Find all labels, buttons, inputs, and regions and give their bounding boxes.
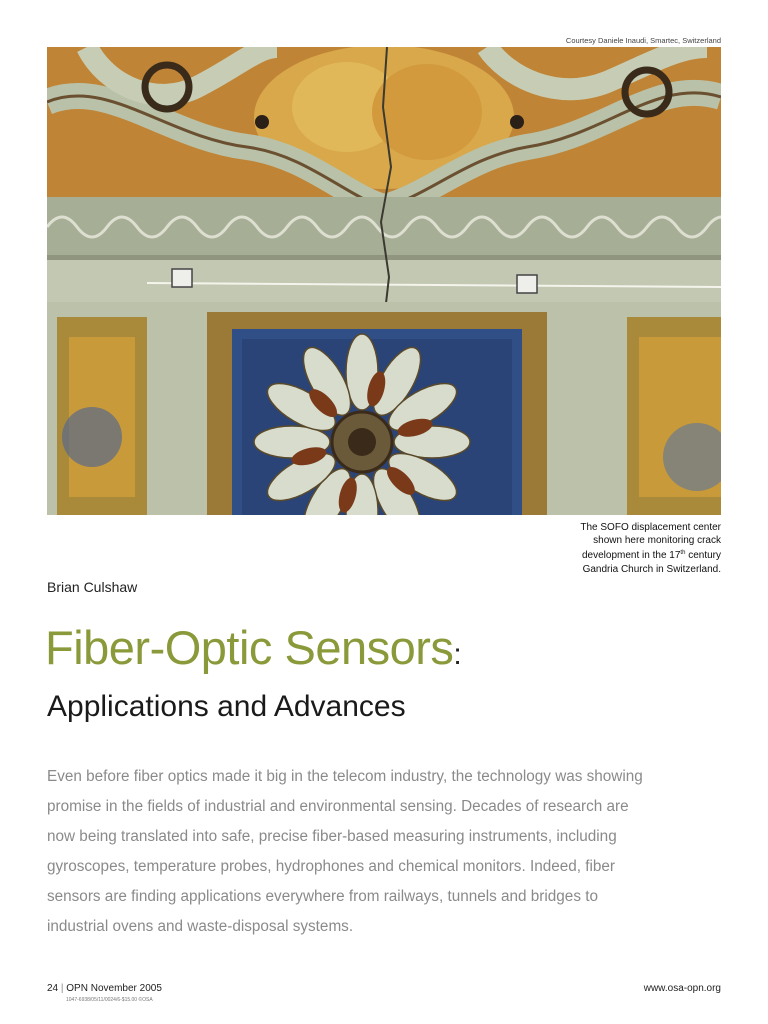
intro-line: promise in the fields of industrial and environmental sensing. Decades of research are xyxy=(47,798,629,815)
intro-line: gyroscopes, temperature probes, hydrophones and chemical monitors. Indeed, fiber xyxy=(47,858,616,875)
article-title xyxy=(45,620,461,675)
caption-text: century xyxy=(685,550,721,562)
intro-line: sensors are finding applications everywhere from railways, tunnels and bridges to xyxy=(47,888,598,905)
legal-notice: 1047-6938/05/11/0024/6-$15.00 ©OSA xyxy=(66,997,153,1003)
caption-line: Gandria Church in Switzerland. xyxy=(582,563,721,575)
title-colon: : xyxy=(453,638,462,671)
intro-line: industrial ovens and waste-disposal systems. xyxy=(47,918,354,935)
page-number: 24 xyxy=(47,983,59,994)
church-ceiling-photo xyxy=(47,47,721,515)
article-subtitle: Applications and Advances xyxy=(47,690,406,723)
folio-separator: | xyxy=(58,983,67,994)
photo-caption xyxy=(521,521,721,576)
caption-superscript: th xyxy=(680,550,686,557)
intro-line: Even before fiber optics made it big in the telecom industry, the technology was showing xyxy=(47,768,643,785)
website-url[interactable]: www.osa-opn.org xyxy=(643,983,721,994)
photo-credit: Courtesy Daniele Inaudi, Smartec, Switzerland xyxy=(565,36,721,45)
article-intro xyxy=(47,762,687,942)
page-folio xyxy=(47,983,162,994)
caption-line: The SOFO displacement center xyxy=(580,522,721,533)
caption-line: shown here monitoring crack xyxy=(593,535,721,547)
publication-name: OPN November 2005 xyxy=(66,983,162,994)
title-text: Fiber-Optic Sensors xyxy=(45,621,454,674)
caption-text: development in the 17 xyxy=(582,550,681,562)
article-author: Brian Culshaw xyxy=(47,579,138,595)
caption-line xyxy=(521,547,721,562)
intro-line: now being translated into safe, precise fiber-based measuring instruments, including xyxy=(47,828,617,845)
